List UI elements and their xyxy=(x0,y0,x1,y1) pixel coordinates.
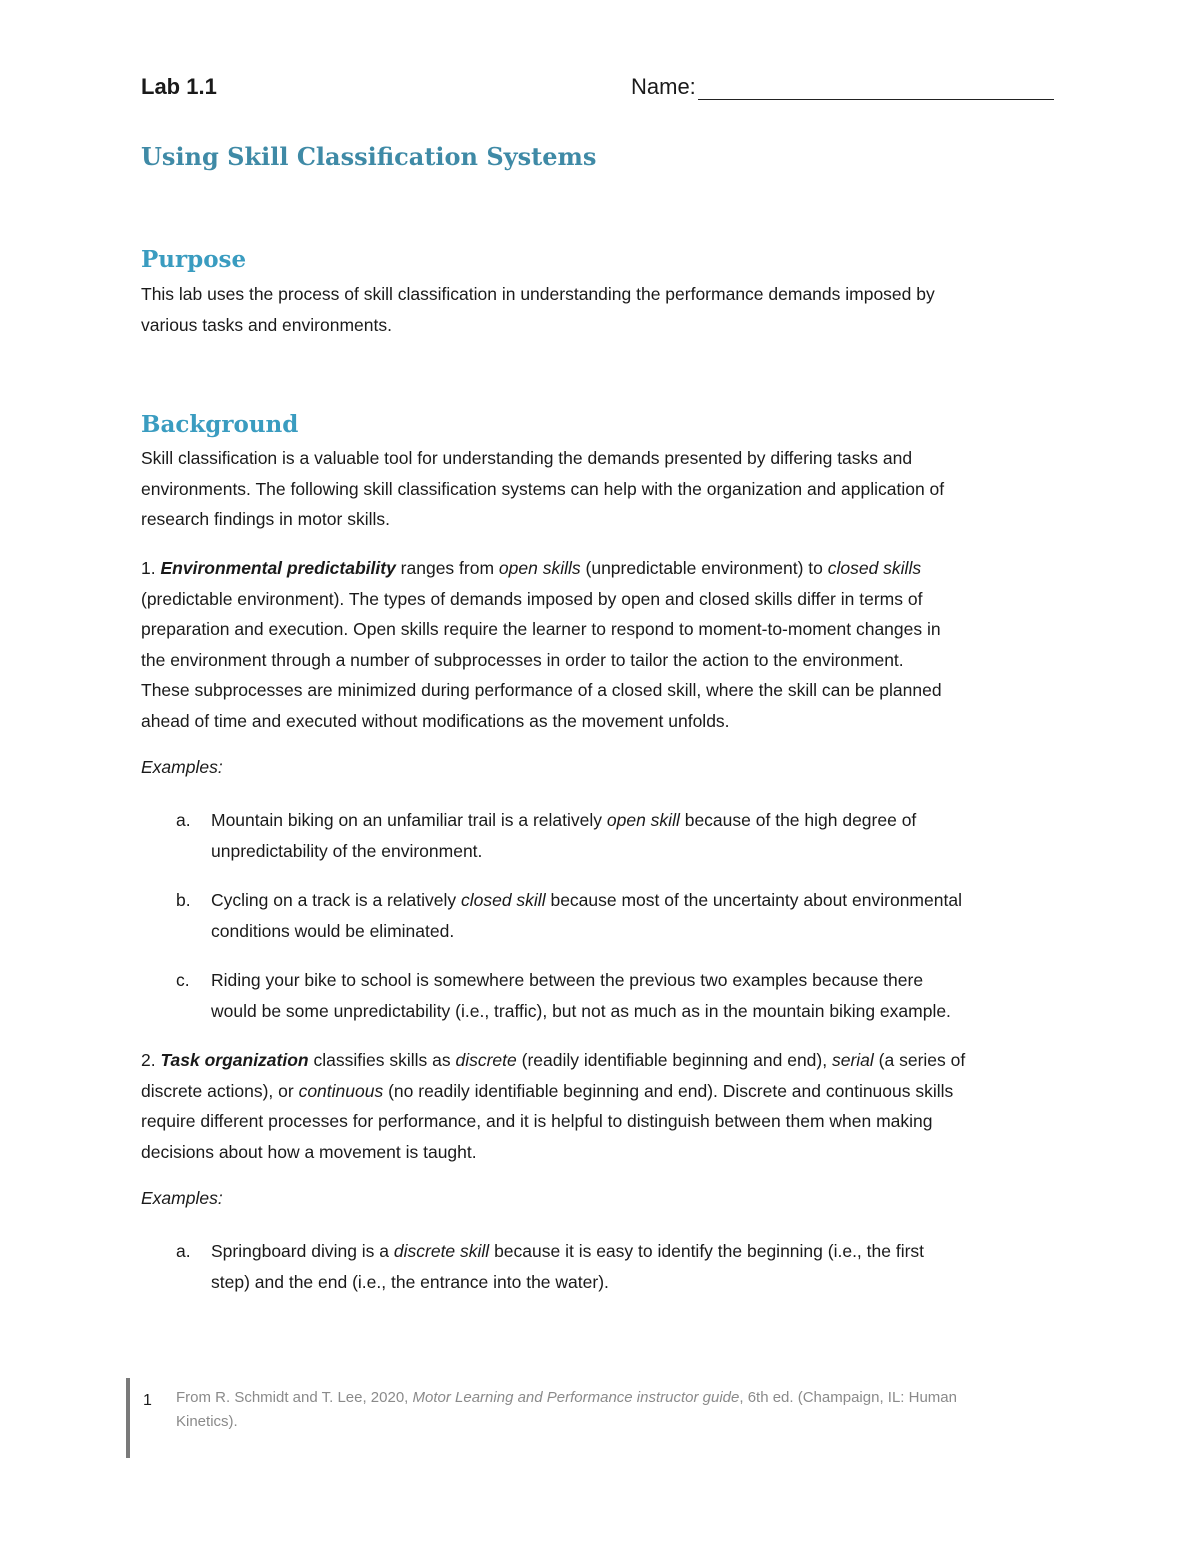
section1-line: These subprocesses are minimized during performance of a closed skill, where the skill can be planned xyxy=(141,680,942,700)
page-title: Using Skill Classification Systems xyxy=(141,142,597,171)
item-emphasis: closed skill xyxy=(460,890,546,910)
section2-text: (readily identifiable beginning and end), xyxy=(516,1050,832,1070)
discrete-term: discrete xyxy=(455,1050,517,1070)
item-text: would be some unpredictability (i.e., traffic), but not as much as in the mountain biking example. xyxy=(211,1000,951,1021)
footer-bar xyxy=(126,1378,130,1458)
purpose-line: various tasks and environments. xyxy=(141,314,392,335)
citation-text: From R. Schmidt and T. Lee, 2020, xyxy=(176,1389,413,1406)
footer-citation xyxy=(176,1386,1056,1434)
item-text: because most of the uncertainty about environmental xyxy=(545,890,962,910)
section2-line: decisions about how a movement is taught. xyxy=(141,1141,477,1162)
continuous-term: continuous xyxy=(298,1080,384,1101)
section1-line: preparation and execution. Open skills require the learner to respond to moment-to-moment changes in xyxy=(141,619,941,639)
section1-paragraph xyxy=(141,553,1071,736)
item-text: step) and the end (i.e., the entrance into the water). xyxy=(211,1271,609,1292)
section2-text: discrete actions), or xyxy=(141,1080,299,1101)
section2-text: (no readily identifiable beginning and end). Discrete and continuous skills xyxy=(383,1080,954,1101)
section2-text: (a series of xyxy=(873,1050,966,1070)
background-line: environments. The following skill classification systems can help with the organization and application of xyxy=(141,478,945,499)
item-text: Springboard diving is a xyxy=(211,1241,394,1261)
purpose-heading: Purpose xyxy=(141,246,247,273)
name-field[interactable] xyxy=(631,74,1054,100)
section1-line: the environment through a number of subprocesses in order to tailor the action to the environment. xyxy=(141,649,904,670)
section1-term: Environmental predictability xyxy=(160,558,396,578)
citation-text: , 6th ed. (Champaign, IL: Human xyxy=(739,1389,957,1406)
name-label: Name: xyxy=(631,74,696,99)
item-text: because it is easy to identify the beginning (i.e., the first xyxy=(489,1241,925,1261)
item-emphasis: open skill xyxy=(606,810,680,830)
section1-line xyxy=(141,553,1071,584)
lab-label: Lab 1.1 xyxy=(141,74,217,99)
name-blank-line[interactable] xyxy=(698,77,1054,100)
background-line: research findings in motor skills. xyxy=(141,509,390,529)
background-heading: Background xyxy=(141,411,299,438)
section2-line: require different processes for performance, and it is helpful to distinguish between them when making xyxy=(141,1111,933,1131)
item-emphasis: discrete skill xyxy=(393,1241,490,1261)
item-text: Cycling on a track is a relatively xyxy=(211,890,461,910)
item-text: Mountain biking on an unfamiliar trail is a relatively xyxy=(211,810,607,830)
background-line: Skill classification is a valuable tool for understanding the demands presented by differing tasks and xyxy=(141,448,913,468)
closed-skills-term: closed skills xyxy=(827,558,922,578)
section2-paragraph xyxy=(141,1045,1071,1167)
section2-text: classifies skills as xyxy=(308,1050,456,1070)
item-text: conditions would be eliminated. xyxy=(211,920,455,941)
purpose-line: This lab uses the process of skill classification in understanding the performance demands imposed by xyxy=(141,284,935,304)
item-text: unpredictability of the environment. xyxy=(211,840,483,861)
examples-label: Examples: xyxy=(141,1188,223,1208)
section2-term: Task organization xyxy=(160,1050,309,1070)
section2-line xyxy=(141,1045,1071,1076)
list-marker: a. xyxy=(176,810,191,830)
background-paragraph xyxy=(141,443,1071,535)
section1-text: ranges from xyxy=(395,558,499,578)
page-number: 1 xyxy=(143,1392,152,1409)
section2-number: 2. xyxy=(141,1050,156,1070)
section1-line: (predictable environment). The types of demands imposed by open and closed skills differ in terms of xyxy=(141,588,923,609)
citation-title: Motor Learning and Performance instructor guide xyxy=(412,1389,740,1406)
list-marker: a. xyxy=(176,1241,191,1261)
item-text: Riding your bike to school is somewhere between the previous two examples because there xyxy=(211,970,924,990)
list-marker: c. xyxy=(176,970,190,990)
open-skills-term: open skills xyxy=(498,558,581,578)
serial-term: serial xyxy=(831,1050,874,1070)
section1-line: ahead of time and executed without modifications as the movement unfolds. xyxy=(141,710,730,731)
item-text: because of the high degree of xyxy=(679,810,917,830)
purpose-paragraph xyxy=(141,279,1071,340)
examples-label: Examples: xyxy=(141,757,223,777)
section1-text: (unpredictable environment) to xyxy=(580,558,828,578)
citation-text: Kinetics). xyxy=(176,1413,238,1430)
list-marker: b. xyxy=(176,890,191,910)
section2-line xyxy=(141,1076,1071,1107)
section1-number: 1. xyxy=(141,558,156,578)
